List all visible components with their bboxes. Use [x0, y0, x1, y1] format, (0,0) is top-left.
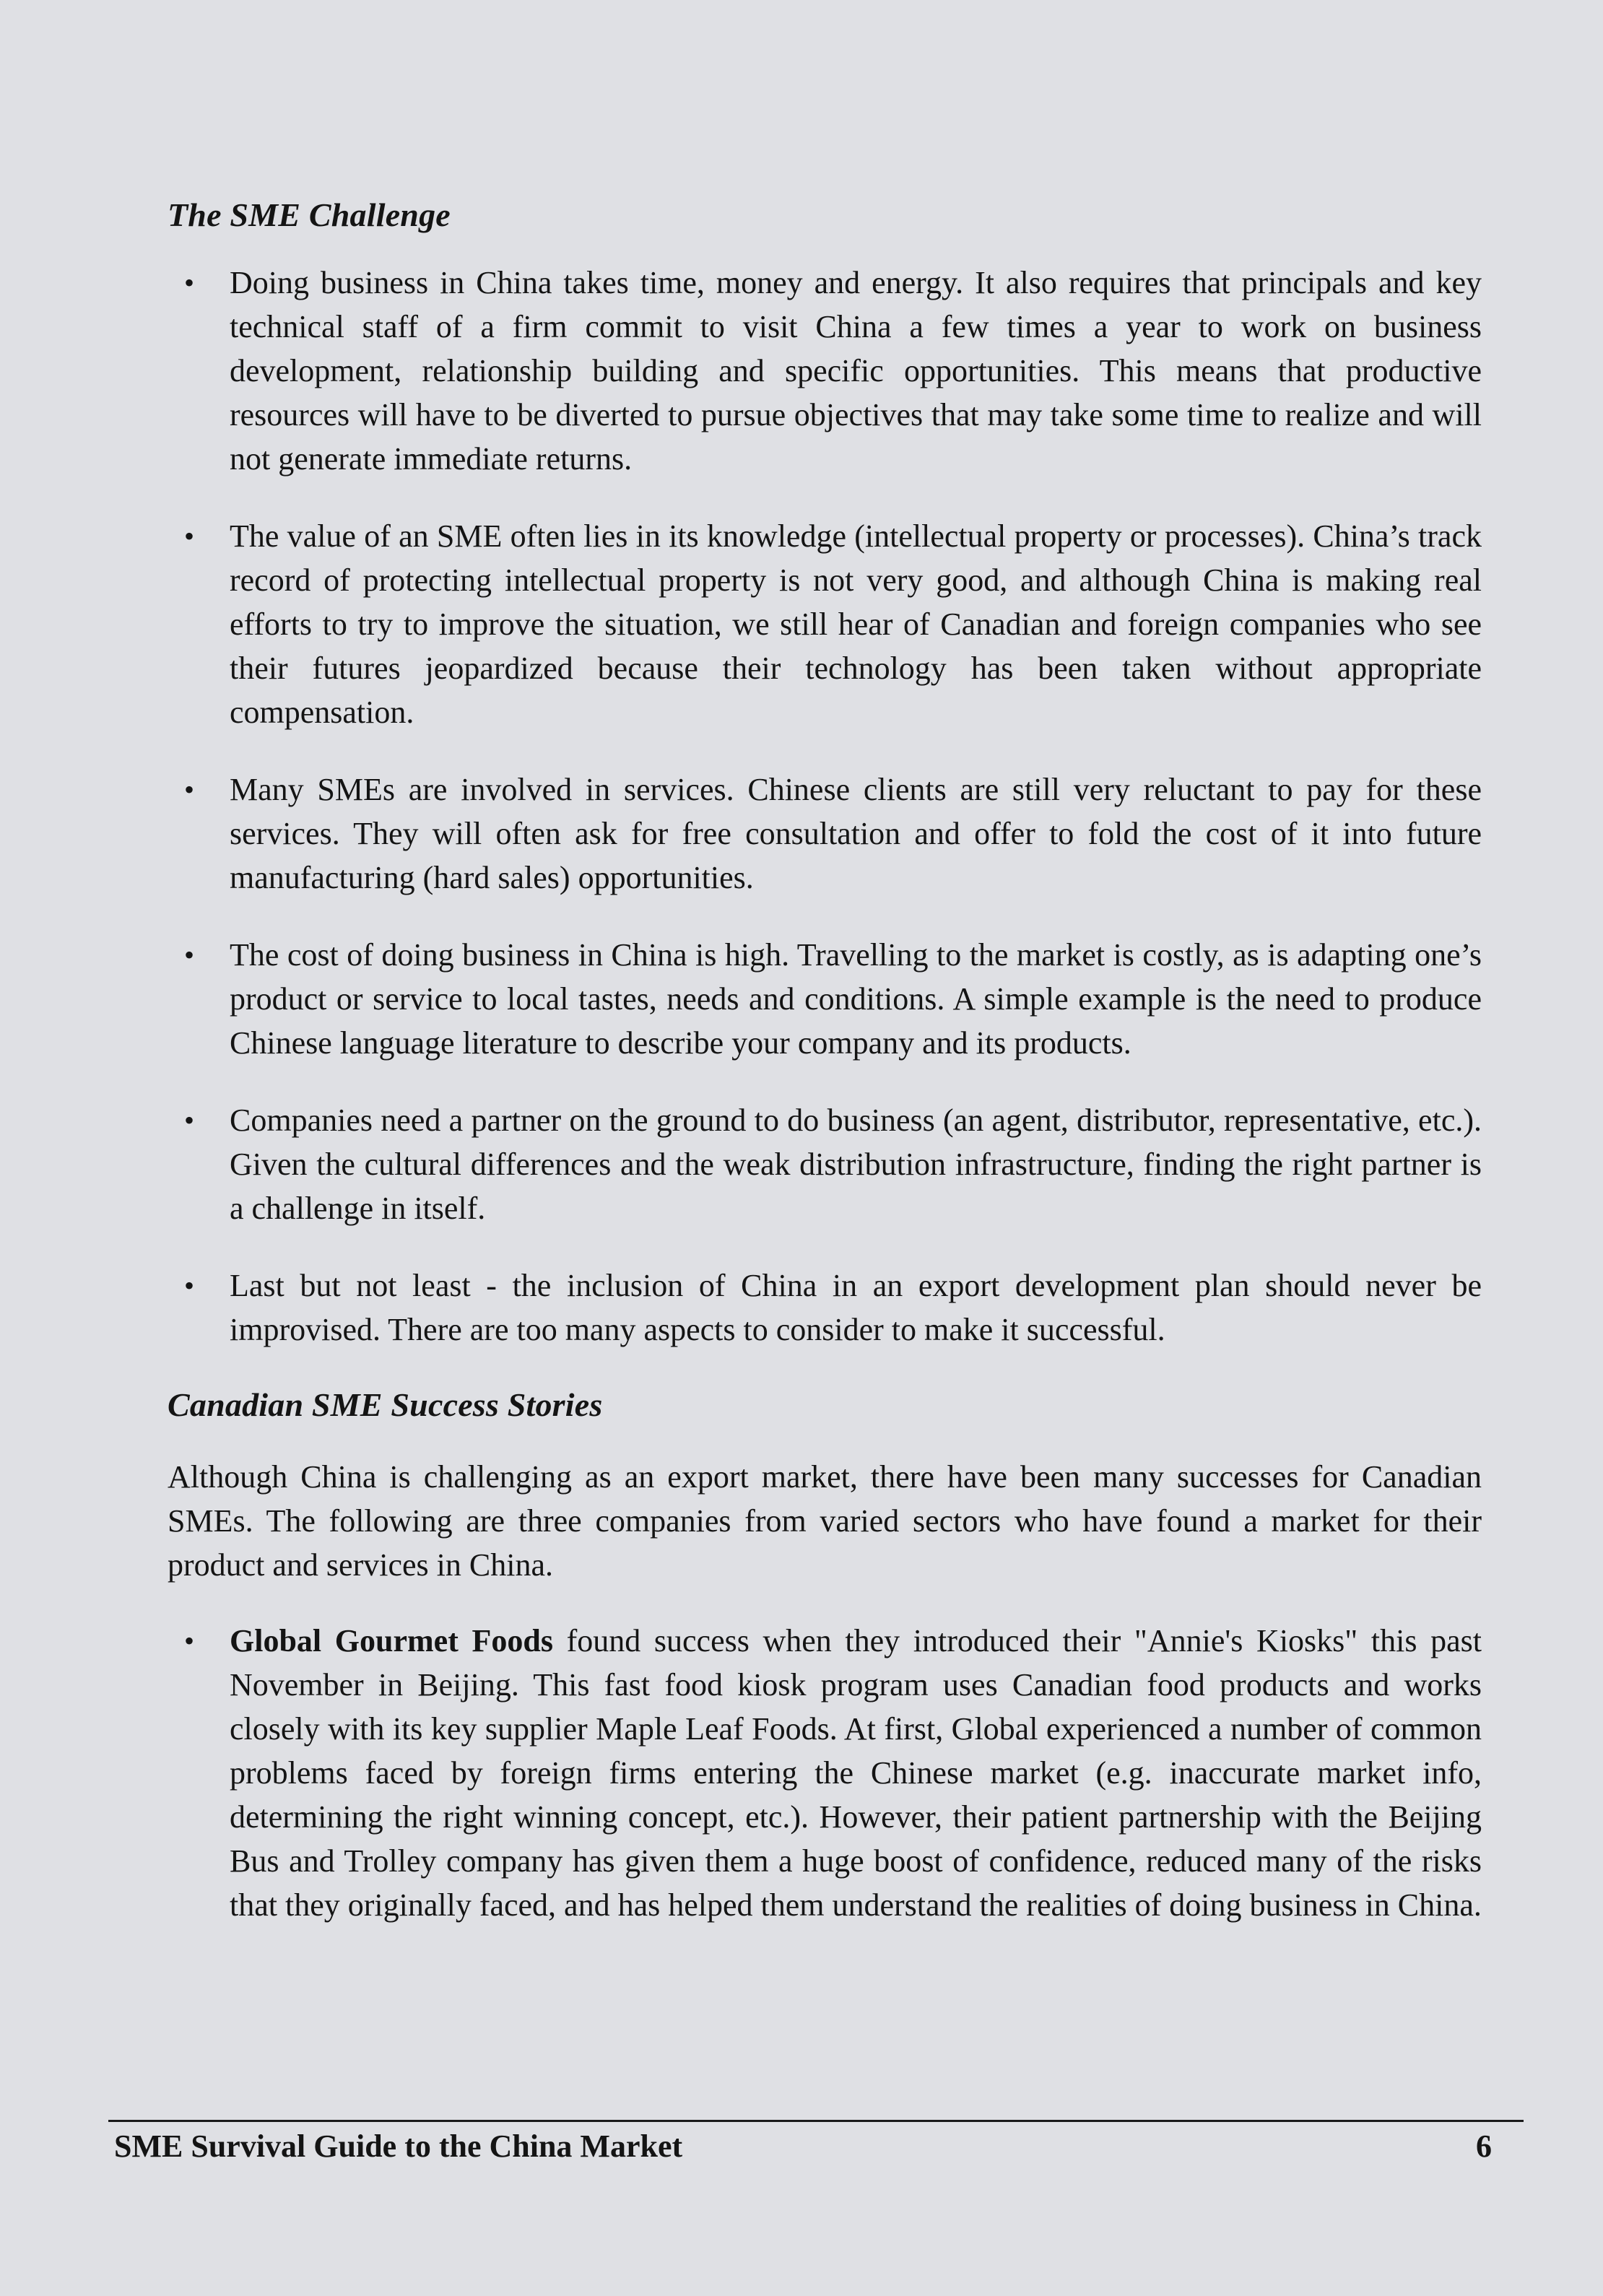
- list-item: [168, 1264, 1482, 1352]
- list-item: [168, 1098, 1482, 1230]
- story-text: found success when they introduced their "Annie's Kiosks" this past November in Beijing. This fast food kiosk program uses Canadian food products and works closely with its key supplier Maple Leaf Foods. At first, Global experienced a number of common problems faced by foreign firms entering the Chinese market (e.g. inaccurate market info, determining the right winning concept, etc.). However, their patient partnership with the Beijing Bus and Trolley company has given them a huge boost of confidence, reduced many of the risks that they originally faced, and has helped them understand the realities of doing business in China.: [230, 1623, 1482, 1923]
- company-name: Global Gourmet Foods: [230, 1623, 553, 1659]
- bullet-icon: •: [183, 266, 194, 300]
- list-item: [168, 1619, 1482, 1927]
- bullet-text: Last but not least - the inclusion of China in an export development plan should never be improvised. There are too many aspects to consider to make it successful.: [230, 1268, 1482, 1348]
- bullet-text: The cost of doing business in China is high. Travelling to the market is costly, as is adapting one’s product or service to local tastes, needs and conditions. A simple example is the need to produce Chinese language literature to describe your company and its products.: [230, 937, 1482, 1061]
- list-item: [168, 767, 1482, 900]
- bullet-text: Companies need a partner on the ground to do business (an agent, distributor, representative, etc.). Given the cultural differences and the weak distribution infrastructure, finding the right partner is a challenge in itself.: [230, 1103, 1482, 1227]
- bullet-text: Doing business in China takes time, money and energy. It also requires that principals and key technical staff of a firm commit to visit China a few times a year to work on business development, relationship building and specific opportunities. This means that productive resources will have to be diverted to pursue objectives that may take some time to realize and will not generate immediate returns.: [230, 265, 1482, 477]
- page-footer: [108, 2120, 1524, 2165]
- bullet-icon: •: [183, 1625, 194, 1658]
- bullet-icon: •: [183, 1269, 194, 1303]
- section-heading-success-stories: Canadian SME Success Stories: [168, 1386, 603, 1424]
- list-item: [168, 933, 1482, 1065]
- success-stories-list: [168, 1619, 1482, 1927]
- bullet-icon: •: [183, 1104, 194, 1137]
- bullet-icon: •: [183, 939, 194, 972]
- document-page: [168, 195, 1482, 1960]
- bullet-icon: •: [183, 520, 194, 553]
- bullet-text: Many SMEs are involved in services. Chinese clients are still very reluctant to pay for these services. They will often ask for free consultation and offer to fold the cost of it into future manufacturing (hard sales) opportunities.: [230, 772, 1482, 896]
- list-item: [168, 514, 1482, 734]
- page-number: 6: [1476, 2128, 1492, 2164]
- list-item: [168, 261, 1482, 481]
- bullet-icon: •: [183, 773, 194, 806]
- footer-title: SME Survival Guide to the China Market: [114, 2128, 683, 2164]
- challenge-bullet-list: [168, 261, 1482, 1352]
- success-intro-paragraph: Although China is challenging as an export market, there have been many successes for Canadian SMEs. The following are three companies from varied sectors who have found a market for their product and services in China.: [168, 1459, 1482, 1583]
- section-heading-sme-challenge: The SME Challenge: [168, 196, 451, 233]
- bullet-text: The value of an SME often lies in its knowledge (intellectual property or processes). China’s track record of protecting intellectual property is not very good, and although China is making real efforts to try to improve the situation, we still hear of Canadian and foreign companies who see their futures jeopardized because their technology has been taken without appropriate compensation.: [230, 518, 1482, 731]
